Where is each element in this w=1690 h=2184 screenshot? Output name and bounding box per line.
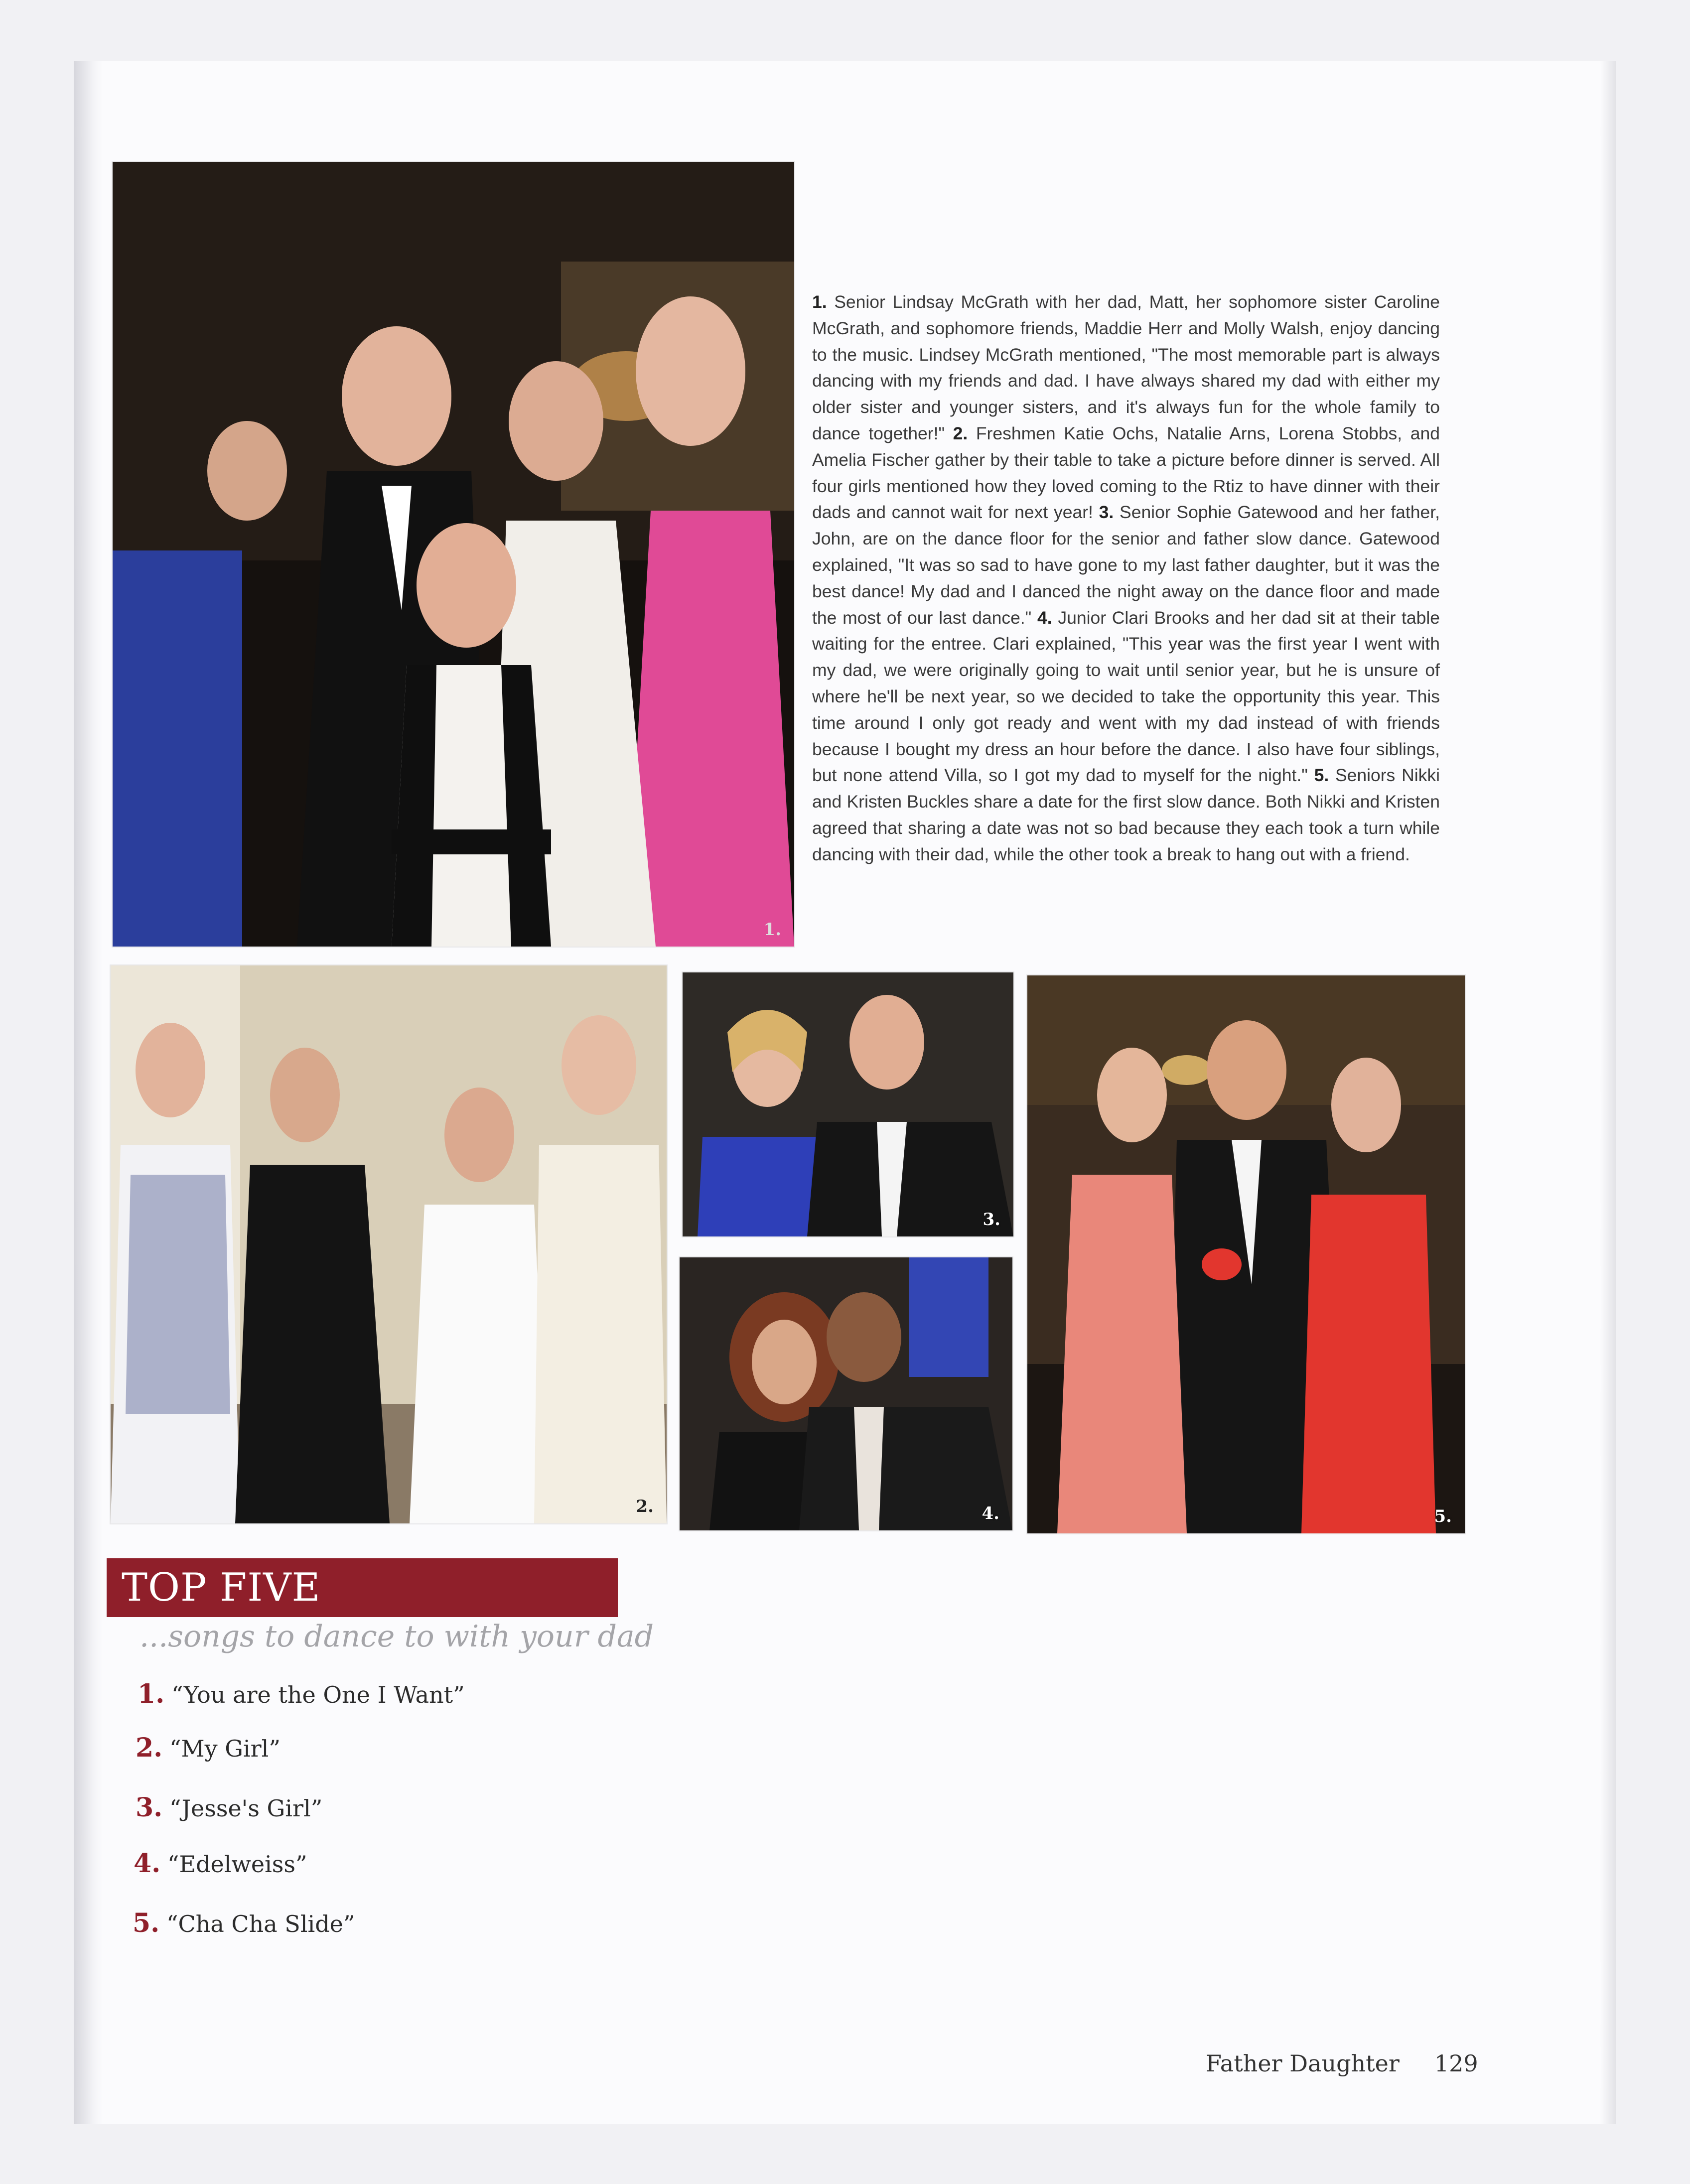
photo-1 — [113, 162, 794, 947]
song-item — [136, 1733, 281, 1763]
caption-2-text: Freshmen Katie Ochs, Natalie Arns, Lorena Stobbs, and Amelia Fischer gather by their table to take a picture before dinner is served. All four girls mentioned how they loved coming to the Rtiz to have dinner with their dads and cannot wait for next year! — [812, 423, 1440, 523]
photo-4-image — [680, 1257, 1012, 1530]
song-number: 5. — [133, 1908, 160, 1938]
caption-1-number: 1. — [812, 292, 827, 312]
book-spine-shadow — [74, 61, 103, 2124]
photo-2 — [111, 965, 667, 1523]
photo-2-image — [111, 965, 667, 1523]
song-item — [138, 1679, 465, 1709]
photo-3-image — [683, 972, 1013, 1236]
caption-2-number: 2. — [953, 423, 968, 443]
caption-3-text: Senior Sophie Gatewood and her father, John, are on the dance floor for the senior and father slow dance. Gatewood explained, "It was so sad to have gone to my last father daughter, but it was the best dance! My dad and I danced the night away on the dance floor and made the most of our last dance." — [812, 502, 1440, 628]
photo-5 — [1027, 975, 1465, 1533]
song-title: “Edelweiss” — [167, 1851, 307, 1878]
photo-captions — [812, 289, 1440, 868]
photo-3-number: 3. — [983, 1210, 1000, 1229]
song-title: “Cha Cha Slide” — [166, 1911, 355, 1937]
photo-5-number: 5. — [1434, 1506, 1452, 1526]
footer-section-title: Father Daughter — [1206, 2050, 1400, 2077]
page-footer — [1206, 2050, 1478, 2077]
photo-3 — [683, 972, 1013, 1236]
song-item — [134, 1848, 307, 1879]
caption-5-number: 5. — [1314, 765, 1329, 786]
song-number: 1. — [138, 1679, 165, 1709]
caption-3-number: 3. — [1099, 502, 1114, 523]
photo-2-number: 2. — [636, 1497, 654, 1516]
song-item — [136, 1792, 322, 1823]
top-five-banner — [107, 1558, 618, 1617]
photo-1-number: 1. — [763, 920, 781, 940]
photo-4 — [680, 1257, 1012, 1530]
caption-4-number: 4. — [1037, 607, 1052, 628]
song-number: 2. — [136, 1733, 163, 1763]
caption-1-text: Senior Lindsay McGrath with her dad, Matt, her sophomore sister Caroline McGrath, and sophomore friends, Maddie Herr and Molly Walsh, enjoy dancing to the music. Lindsey McGrath mentioned, "The most memorable part is always dancing with my friends and dad. I have always shared my dad with either my older sister and younger sisters, and it's always fun for the whole family to dance together!" — [812, 292, 1440, 443]
photo-5-image — [1027, 975, 1465, 1533]
page-edge-shadow — [1600, 61, 1616, 2124]
caption-5-text: Seniors Nikki and Kristen Buckles share a date for the first slow dance. Both Nikki and Kristen agreed that sharing a date was not so bad because they each took a turn while dancing with their dad, while the other took a break to hang out with a friend. — [812, 765, 1440, 864]
photo-4-number: 4. — [982, 1503, 999, 1523]
song-title: “Jesse's Girl” — [169, 1795, 323, 1822]
song-number: 3. — [136, 1792, 163, 1823]
song-title: “You are the One I Want” — [171, 1681, 465, 1708]
song-item — [133, 1908, 355, 1938]
page-number: 129 — [1434, 2050, 1478, 2077]
photo-1-image — [113, 162, 794, 947]
top-five-subtitle: ...songs to dance to with your dad — [140, 1619, 654, 1654]
song-title: “My Girl” — [169, 1735, 281, 1762]
song-number: 4. — [134, 1848, 161, 1879]
top-five-title: TOP FIVE — [122, 1565, 321, 1610]
caption-4-text: Junior Clari Brooks and her dad sit at their table waiting for the entree. Clari explained, "This year was the first year I went with my dad, we were originally going to wait until senior year, but he is unsure of where he'll be next year, so we decided to take the opportunity this year. This time around I only got ready and went with my dad instead of with friends because I bought my dress an hour before the dance. I also have four siblings, but none attend Villa, so I got my dad to myself for the night." — [812, 607, 1440, 786]
